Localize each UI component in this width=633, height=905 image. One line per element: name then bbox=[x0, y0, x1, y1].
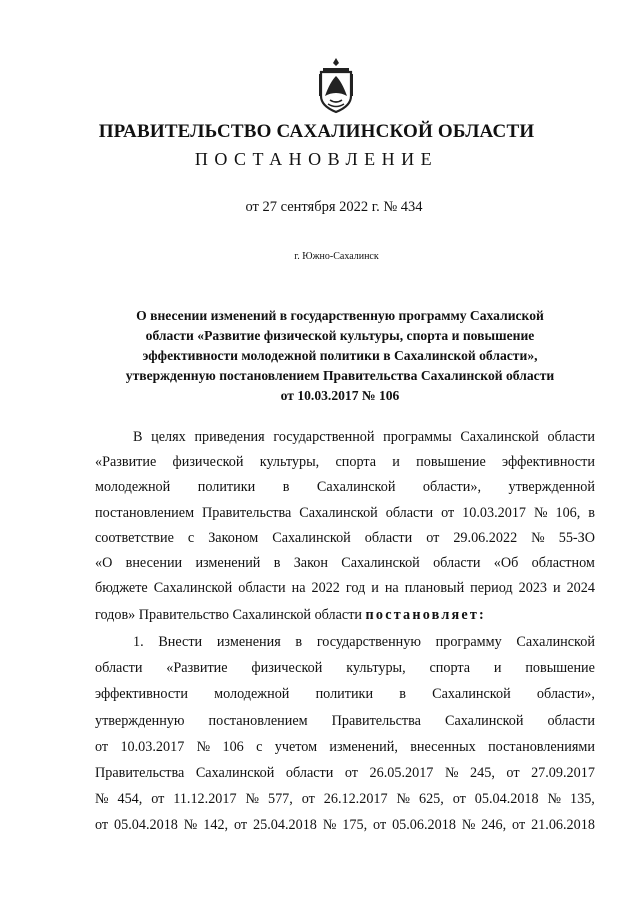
word: области bbox=[433, 555, 481, 571]
word: 11.12.2017 bbox=[173, 791, 237, 808]
word: от bbox=[373, 817, 387, 834]
word: № bbox=[322, 817, 337, 834]
subject-line: О внесении изменений в государственную программу Сахалиской bbox=[136, 308, 544, 323]
word: № bbox=[245, 791, 260, 808]
word: бюджете bbox=[95, 580, 148, 597]
document-type: ПОСТАНОВЛЕНИЕ bbox=[194, 149, 439, 169]
word: № bbox=[547, 791, 562, 808]
word: Правительства bbox=[95, 765, 185, 781]
paragraph-line bbox=[95, 738, 595, 756]
word: 1. bbox=[133, 634, 144, 650]
word: 55-ЗО bbox=[558, 529, 595, 546]
word: с bbox=[256, 738, 263, 755]
word: эффективности bbox=[502, 454, 595, 471]
paragraph-line bbox=[95, 478, 595, 496]
word: 454, bbox=[117, 791, 143, 808]
paragraph-line bbox=[95, 764, 595, 782]
word: и bbox=[493, 660, 502, 677]
word: 05.06.2018 bbox=[392, 817, 456, 834]
word: от bbox=[441, 504, 455, 521]
word: Внести bbox=[158, 634, 203, 650]
word: 2024 bbox=[566, 580, 595, 597]
word: государственной bbox=[273, 429, 375, 445]
word: 10.03.2017 bbox=[120, 738, 185, 755]
word: 26.12.2017 bbox=[323, 791, 388, 808]
word: культуры, bbox=[346, 660, 406, 677]
word: и bbox=[552, 580, 561, 597]
date-and-number: от 27 сентября 2022 г. № 434 bbox=[245, 199, 423, 215]
word: области», bbox=[536, 686, 595, 703]
word: постановлением bbox=[208, 712, 308, 729]
word: № bbox=[183, 817, 198, 834]
word: Сахалинской bbox=[153, 580, 233, 597]
word: 577, bbox=[267, 791, 293, 808]
word: Законом bbox=[208, 529, 259, 546]
word: области», bbox=[422, 479, 481, 496]
word: области bbox=[238, 580, 286, 597]
word: области bbox=[95, 660, 143, 677]
word: 106, bbox=[555, 504, 581, 521]
subject-line: эффективности молодежной политики в Сахалинской области», bbox=[142, 348, 538, 363]
word: с bbox=[187, 529, 195, 546]
word: 245, bbox=[470, 765, 495, 781]
word: 05.04.2018 bbox=[474, 791, 539, 808]
paragraph-text: годов» Правительство Сахалинской области bbox=[95, 607, 366, 623]
word: плановый bbox=[404, 580, 465, 597]
word: Правительства bbox=[331, 712, 421, 729]
document-subject bbox=[100, 306, 580, 406]
paragraph-line bbox=[95, 790, 595, 808]
word: внесенных bbox=[410, 738, 476, 755]
word: политики bbox=[197, 479, 256, 496]
paragraph-line bbox=[95, 685, 595, 703]
subject-line: утвержденную постановлением Правительства Сахалинской области bbox=[125, 368, 555, 383]
word: период bbox=[470, 580, 513, 597]
word: на bbox=[384, 580, 399, 597]
word: и bbox=[371, 580, 379, 597]
subject-line: области «Развитие физической культуры, спорта и повышение bbox=[145, 328, 535, 343]
paragraph-line bbox=[95, 712, 595, 730]
word: политики bbox=[315, 686, 374, 703]
word: утвержденную bbox=[95, 712, 185, 729]
paragraph-line bbox=[133, 428, 595, 446]
word: «Развитие bbox=[95, 454, 157, 471]
word: № bbox=[531, 529, 545, 546]
word: области bbox=[364, 529, 413, 546]
word: № bbox=[461, 817, 476, 834]
word: спорта bbox=[429, 660, 471, 677]
word: № bbox=[196, 738, 211, 755]
word: в bbox=[282, 479, 290, 496]
word: Сахалинской bbox=[516, 634, 595, 650]
paragraph-line bbox=[95, 816, 595, 834]
word: от bbox=[452, 791, 466, 808]
word: 2023 bbox=[518, 580, 547, 597]
word: на bbox=[291, 580, 306, 597]
word: области bbox=[547, 429, 595, 445]
word: эффективности bbox=[95, 686, 188, 703]
word: государственную bbox=[316, 634, 421, 650]
word: постановлением bbox=[95, 504, 195, 521]
word: 246, bbox=[481, 817, 507, 834]
word: № bbox=[444, 765, 459, 781]
word: программу bbox=[435, 634, 502, 650]
word: внесении bbox=[125, 555, 183, 571]
word: утвержденной bbox=[508, 479, 595, 496]
word: Правительства bbox=[202, 504, 292, 521]
word: Сахалинской bbox=[316, 479, 396, 496]
word: областном bbox=[531, 555, 595, 571]
word: «Развитие bbox=[166, 660, 228, 677]
word: спорта bbox=[335, 454, 377, 471]
word: молодежной bbox=[214, 686, 290, 703]
word: культуры, bbox=[259, 454, 320, 471]
city-name: г. Южно-Сахалинск bbox=[294, 251, 379, 262]
word: в bbox=[399, 686, 406, 703]
paragraph-line bbox=[95, 606, 595, 624]
word: от bbox=[512, 817, 526, 834]
word: физической bbox=[251, 660, 323, 677]
word: в bbox=[588, 504, 595, 521]
word: и bbox=[392, 454, 400, 471]
paragraph-line bbox=[95, 579, 595, 597]
word: 10.03.2017 bbox=[462, 504, 527, 521]
word: 21.06.2018 bbox=[531, 817, 595, 834]
paragraph-line bbox=[95, 659, 595, 677]
word: № bbox=[95, 791, 109, 808]
word: Сахалинской bbox=[444, 712, 524, 729]
word: приведения bbox=[194, 429, 265, 445]
word: Закон bbox=[293, 555, 328, 571]
word: от bbox=[426, 529, 440, 546]
word: изменения bbox=[216, 634, 281, 650]
word: от bbox=[95, 738, 109, 755]
word: программы bbox=[383, 429, 452, 445]
word: от bbox=[151, 791, 165, 808]
word: от bbox=[234, 817, 248, 834]
word: 175, bbox=[342, 817, 368, 834]
word: 142, bbox=[203, 817, 229, 834]
word: 2022 bbox=[311, 580, 340, 597]
word: 135, bbox=[570, 791, 595, 808]
word: «Об bbox=[493, 555, 519, 571]
word: от bbox=[301, 791, 315, 808]
paragraph-line bbox=[95, 554, 595, 572]
word: № bbox=[396, 791, 411, 808]
word: 29.06.2022 bbox=[453, 529, 518, 546]
word: целях bbox=[151, 429, 186, 445]
word: постановлениями bbox=[488, 738, 595, 755]
word: от bbox=[95, 817, 109, 834]
word: В bbox=[133, 429, 143, 445]
word: повышение bbox=[416, 454, 486, 471]
word: Сахалинской bbox=[195, 765, 275, 781]
word: год bbox=[345, 580, 366, 597]
word: изменений, bbox=[329, 738, 398, 755]
word: 27.09.2017 bbox=[531, 765, 595, 781]
word: изменений bbox=[195, 555, 261, 571]
word: 05.04.2018 bbox=[114, 817, 178, 834]
paragraph-line bbox=[95, 453, 595, 471]
decision-keyword: постановляет: bbox=[365, 607, 486, 623]
word: от bbox=[506, 765, 520, 781]
paragraph-line bbox=[95, 504, 595, 522]
word: Сахалинской bbox=[299, 504, 378, 521]
subject-line: от 10.03.2017 № 106 bbox=[280, 388, 400, 403]
word: в bbox=[273, 555, 281, 571]
word: 25.04.2018 bbox=[253, 817, 317, 834]
word: области bbox=[547, 712, 595, 729]
word: Сахалинской bbox=[432, 686, 511, 703]
word: повышение bbox=[525, 660, 595, 677]
word: физической bbox=[172, 454, 244, 471]
word: 106 bbox=[222, 738, 244, 755]
coat-of-arms-emblem bbox=[317, 56, 355, 114]
word: молодежной bbox=[95, 479, 171, 496]
word: в bbox=[295, 634, 303, 650]
word: соответствие bbox=[95, 529, 174, 546]
word: учетом bbox=[274, 738, 318, 755]
word: от bbox=[344, 765, 358, 781]
word: Сахалинской bbox=[341, 555, 420, 571]
organization-title: ПРАВИТЕЛЬСТВО САХАЛИНСКОЙ ОБЛАСТИ bbox=[98, 121, 535, 142]
paragraph-line bbox=[95, 529, 595, 547]
word: области bbox=[285, 765, 334, 781]
word: Сахалинской bbox=[460, 429, 539, 445]
word: «О bbox=[95, 555, 113, 571]
word: 26.05.2017 bbox=[369, 765, 434, 781]
word: Сахалинской bbox=[272, 529, 351, 546]
paragraph-line bbox=[133, 633, 595, 651]
word: № bbox=[533, 504, 548, 521]
word: области bbox=[385, 504, 434, 521]
word: 625, bbox=[418, 791, 444, 808]
